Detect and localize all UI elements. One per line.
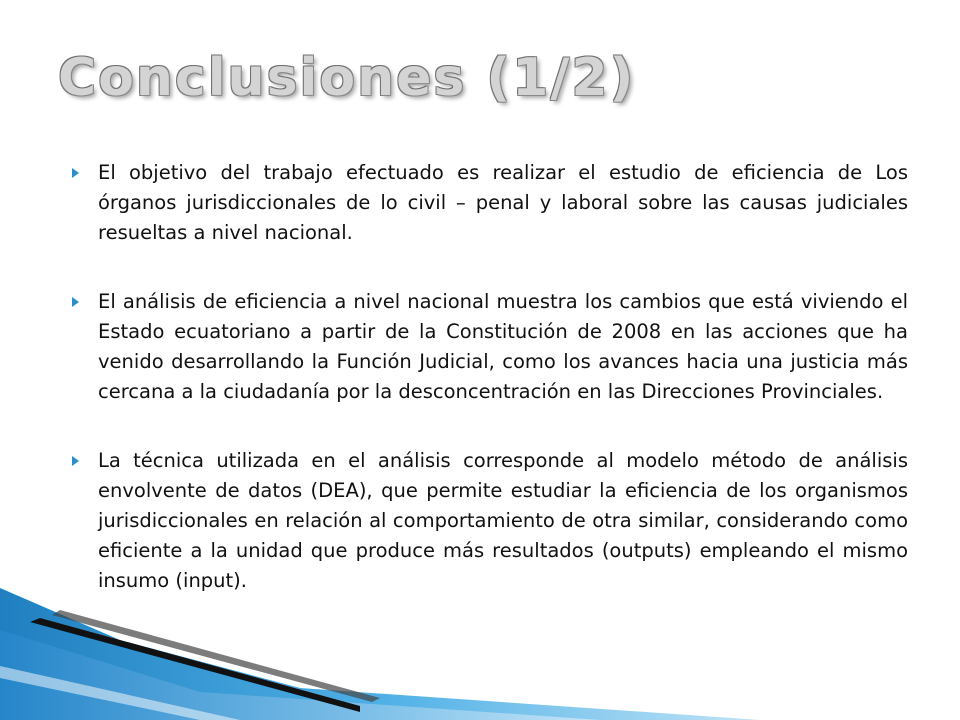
bullet-text: El análisis de eficiencia a nivel nacional muestra los cambios que está viviendo el Estado ecuatoriano a partir de la Constitución de 2008 en las acciones que ha venido desarrollando la Función Judicial, como los avances hacia una justicia más cercana a la ciudadanía por la desconcentración en las Direcciones Provinciales. <box>98 290 908 403</box>
bullet-item <box>72 287 908 407</box>
triangle-right-icon <box>72 297 79 307</box>
bullet-item <box>72 158 908 248</box>
decorative-swoosh <box>0 570 760 720</box>
bullet-text: El objetivo del trabajo efectuado es realizar el estudio de eficiencia de Los órganos jurisdiccionales de lo civil – penal y laboral sobre las causas judiciales resueltas a nivel nacional. <box>98 161 908 244</box>
slide-title: Conclusiones (1/2) <box>58 48 636 108</box>
bullet-text: La técnica utilizada en el análisis corresponde al modelo método de análisis envolvente de datos (DEA), que permite estudiar la eficiencia de los organismos jurisdiccionales en relación al comportamiento de otra similar, considerando como eficiente a la unidad que produce más resultados (outputs) empleando el mismo insumo (input). <box>98 449 908 592</box>
triangle-right-icon <box>72 456 79 466</box>
bullet-list <box>72 158 908 635</box>
triangle-right-icon <box>72 168 79 178</box>
